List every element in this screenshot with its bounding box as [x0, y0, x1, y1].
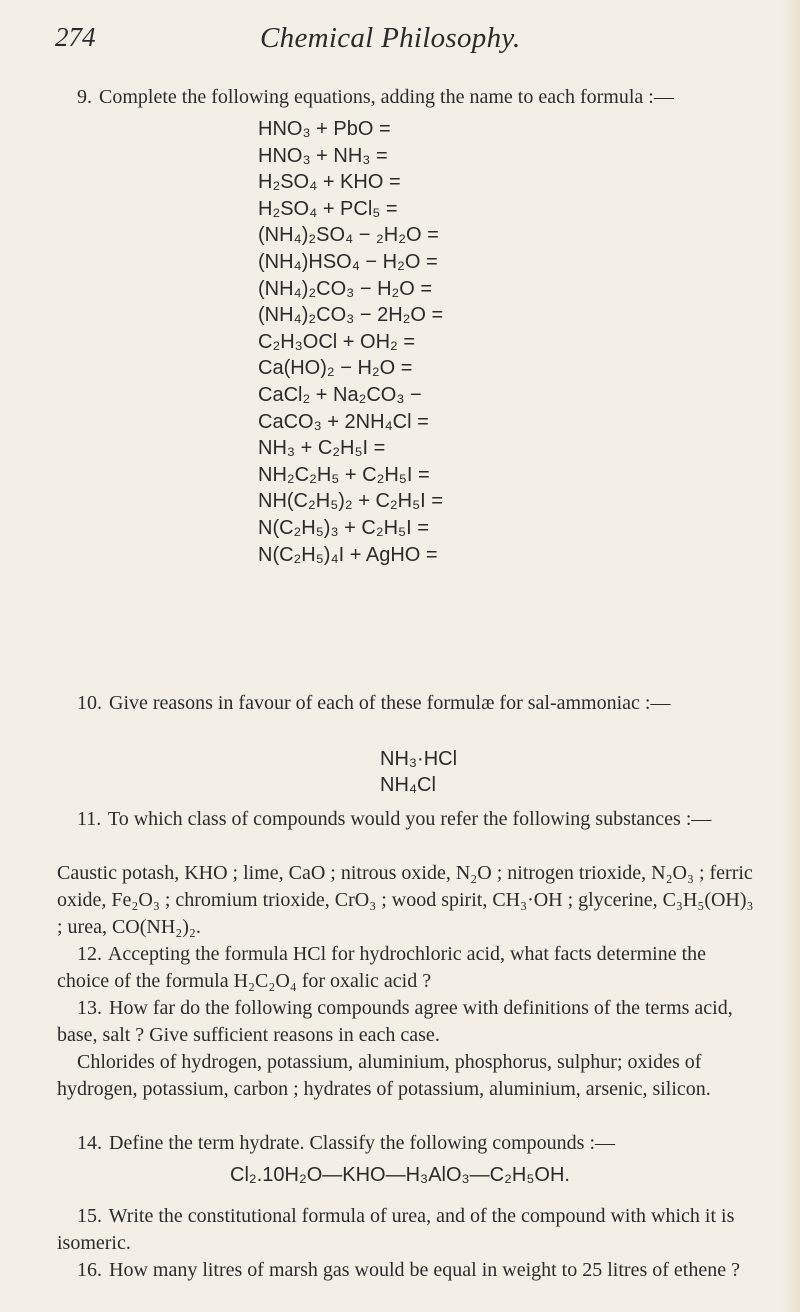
equation: NH₃ + C₂H₅I =	[258, 437, 386, 460]
equation: Ca(HO)₂ − H₂O =	[258, 357, 413, 380]
equation: N(C₂H₅)₄I + AgHO =	[258, 543, 438, 566]
equation: CaCO₃ + 2NH₄Cl =	[258, 410, 429, 433]
question-number: 15.	[77, 1205, 102, 1227]
question-text: Give reasons in favour of each of these formulæ for sal-ammoniac :—	[109, 692, 671, 714]
question-number: 16.	[77, 1259, 102, 1281]
question-13	[57, 995, 763, 1049]
equation-list	[258, 116, 443, 568]
question-11	[57, 806, 763, 833]
question-text: To which class of compounds would you refer the following substances :—	[107, 808, 712, 830]
compound-list	[57, 1049, 763, 1103]
compounds-text: Chlorides of hydrogen, potassium, aluminium, phosphorus, sulphur; oxides of hydrogen, potassium, carbon ; hydrates of potassium, aluminium, arsenic, silicon.	[57, 1051, 711, 1100]
equation: HNO₃ + NH₃ =	[258, 144, 388, 167]
equation: CaCl₂ + Na₂CO₃ −	[258, 383, 422, 406]
equation: H₂SO₄ + PCl₅ =	[258, 197, 398, 220]
question-number: 11.	[77, 808, 102, 830]
question-number: 12.	[77, 943, 102, 965]
page-header	[55, 22, 775, 62]
page-number: 274	[55, 22, 96, 52]
formula: NH₃·HCl	[380, 748, 458, 770]
substance-list	[57, 860, 763, 941]
question-number: 10.	[77, 692, 102, 714]
equation: NH₂C₂H₅ + C₂H₅I =	[258, 463, 430, 486]
question-text: Write the constitutional formula of urea, and of the compound with which it is isomeric.	[57, 1205, 735, 1254]
running-title: Chemical Philosophy.	[260, 22, 521, 54]
equation: (NH₄)HSO₄ − H₂O =	[258, 250, 438, 273]
equation: H₂SO₄ + KHO =	[258, 171, 401, 194]
page-edge	[782, 0, 800, 1312]
question-14	[57, 1130, 763, 1157]
question-text: Define the term hydrate. Classify the following compounds :—	[109, 1132, 616, 1154]
equation: (NH₄)₂SO₄ − ₂H₂O =	[258, 224, 439, 247]
question-number: 13.	[77, 997, 102, 1019]
formula-list	[380, 746, 457, 798]
equation: (NH₄)₂CO₃ − 2H₂O =	[258, 304, 444, 327]
formula: NH₄Cl	[380, 774, 436, 796]
question-9	[57, 84, 763, 111]
question-text: How far do the following compounds agree with definitions of the terms acid, base, salt ? Give sufficient reasons in each case.	[57, 997, 733, 1046]
classification-formula: Cl₂.10H₂O—KHO—H₃AlO₃—C₂H₅OH.	[230, 1164, 570, 1186]
equation: C₂H₃OCl + OH₂ =	[258, 330, 416, 353]
question-12	[57, 941, 763, 995]
equation: HNO₃ + PbO =	[258, 118, 391, 140]
question-15	[57, 1203, 763, 1257]
question-text: How many litres of marsh gas would be equal in weight to 25 litres of ethene ?	[109, 1259, 740, 1281]
equation: (NH₄)₂CO₃ − H₂O =	[258, 277, 433, 300]
question-10	[57, 690, 763, 717]
equation: N(C₂H₅)₃ + C₂H₅I =	[258, 516, 429, 539]
question-number: 14.	[77, 1132, 102, 1154]
question-number: 9.	[77, 86, 92, 108]
question-16	[57, 1257, 763, 1284]
equation: NH(C₂H₅)₂ + C₂H₅I =	[258, 490, 443, 513]
question-text: Accepting the formula HCl for hydrochloric acid, what facts determine the choice of the formula H₂C₂O₄ for oxalic acid ?	[57, 943, 707, 992]
question-text: Complete the following equations, adding the name to each formula :—	[99, 86, 674, 108]
substances-text: Caustic potash, KHO ; lime, CaO ; nitrous oxide, N₂O ; nitrogen trioxide, N₂O₃ ; ferric oxide, Fe₂O₃ ; chromium trioxide, CrO₃ ; wood spirit, CH₃·OH ; glycerine, C₃H₅(OH)₃ ; urea, CO(NH₂)₂.	[57, 862, 754, 938]
